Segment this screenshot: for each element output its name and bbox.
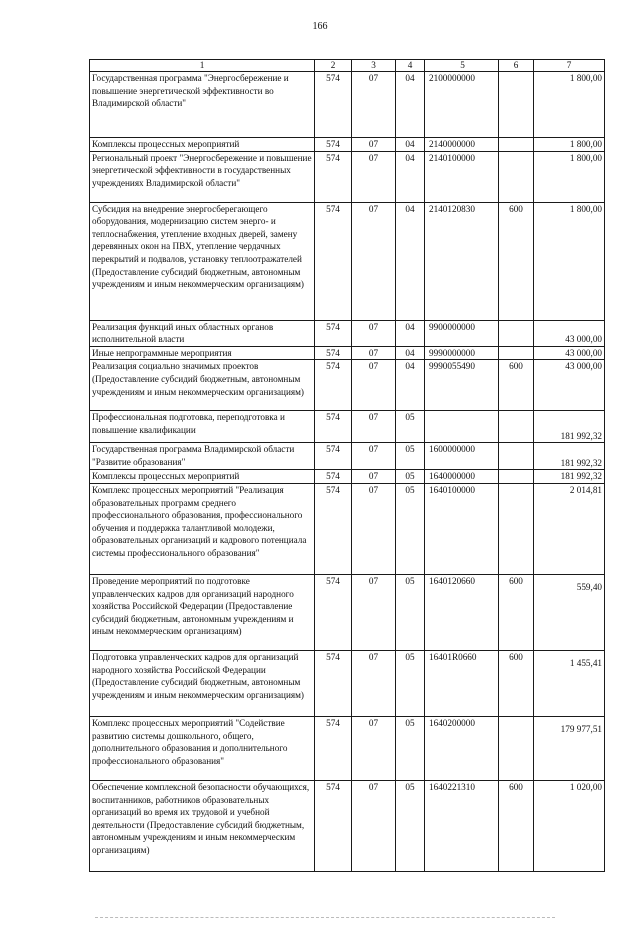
row-expense: 600	[499, 650, 534, 716]
row-section: 07	[352, 470, 396, 484]
table-row	[90, 202, 605, 320]
row-expense: 600	[499, 202, 534, 320]
row-dept: 574	[315, 443, 352, 470]
row-expense	[499, 138, 534, 152]
row-section: 07	[352, 780, 396, 871]
row-name: Государственная программа Владимирской области "Развитие образования"	[90, 443, 315, 470]
header-row	[90, 60, 605, 72]
row-target: 2140100000	[425, 151, 499, 202]
table-row	[90, 346, 605, 360]
row-section: 07	[352, 151, 396, 202]
row-amount: 181 992,32	[534, 470, 605, 484]
row-expense	[499, 72, 534, 138]
row-name: Профессиональная подготовка, переподготовка и повышение квалификации	[90, 411, 315, 443]
row-name: Реализация социально значимых проектов (Предоставление субсидий бюджетным, автономным учреждениям и иным некоммерческим организациям)	[90, 360, 315, 411]
row-section: 07	[352, 483, 396, 574]
table-row	[90, 320, 605, 346]
row-amount: 1 020,00	[534, 780, 605, 871]
row-expense	[499, 151, 534, 202]
row-target: 2100000000	[425, 72, 499, 138]
row-subsection: 05	[396, 650, 425, 716]
row-target: 1640200000	[425, 716, 499, 780]
col-header-1: 1	[90, 60, 315, 72]
row-amount: 181 992,32	[534, 411, 605, 443]
row-expense	[499, 483, 534, 574]
row-name: Обеспечение комплексной безопасности обучающихся, воспитанников, работников образовательных организаций во время их трудовой и учебной деятельности (Предоставление субсидий бюджетным, автономным учреждениям и иным некоммерческим организациям)	[90, 780, 315, 871]
table-row	[90, 151, 605, 202]
row-dept: 574	[315, 72, 352, 138]
col-header-3: 3	[352, 60, 396, 72]
col-header-5: 5	[425, 60, 499, 72]
col-header-2: 2	[315, 60, 352, 72]
table-row	[90, 411, 605, 443]
row-section: 07	[352, 360, 396, 411]
row-name: Субсидия на внедрение энергосберегающего оборудования, модернизацию систем энерго- и теплоснабжения, утепление входных дверей, замену деревянных окон на ПВХ, утепление чердачных перекрытий и подвалов, установку теплоотражателей (Предоставление субсидий бюджетным, автономным учреждениям и иным некоммерческим организациям)	[90, 202, 315, 320]
row-dept: 574	[315, 650, 352, 716]
row-subsection: 05	[396, 443, 425, 470]
row-name: Комплексы процессных мероприятий	[90, 470, 315, 484]
row-name: Комплекс процессных мероприятий "Содействие развитию системы дошкольного, общего, дополнительного образования и дополнительного профессионального образования"	[90, 716, 315, 780]
row-expense	[499, 346, 534, 360]
row-target: 9990000000	[425, 346, 499, 360]
row-section: 07	[352, 346, 396, 360]
row-target: 2140120830	[425, 202, 499, 320]
row-amount: 1 800,00	[534, 151, 605, 202]
row-expense	[499, 470, 534, 484]
table-row	[90, 650, 605, 716]
row-dept: 574	[315, 411, 352, 443]
row-target: 1640221310	[425, 780, 499, 871]
row-name: Иные непрограммные мероприятия	[90, 346, 315, 360]
row-dept: 574	[315, 202, 352, 320]
row-expense	[499, 411, 534, 443]
row-name: Региональный проект "Энергосбережение и повышение энергетической эффективности в государственных учреждениях Владимирской области"	[90, 151, 315, 202]
table-row	[90, 138, 605, 152]
row-subsection: 04	[396, 360, 425, 411]
row-target: 2140000000	[425, 138, 499, 152]
row-subsection: 05	[396, 574, 425, 650]
table-row	[90, 72, 605, 138]
row-dept: 574	[315, 138, 352, 152]
row-name: Проведение мероприятий по подготовке управленческих кадров для организаций народного хозяйства Российской Федерации (Предоставление субсидий бюджетным, автономным учреждениям и иным некоммерческим организациям)	[90, 574, 315, 650]
row-name: Подготовка управленческих кадров для организаций народного хозяйства Российской Федерации (Предоставление субсидий бюджетным, автономным учреждениям и иным некоммерческим организациям)	[90, 650, 315, 716]
row-subsection: 05	[396, 780, 425, 871]
table-row	[90, 716, 605, 780]
row-amount: 2 014,81	[534, 483, 605, 574]
row-amount: 1 455,41	[534, 650, 605, 716]
row-name: Комплекс процессных мероприятий "Реализация образовательных программ среднего профессионального образования, профессионального обучения и поддержка талантливой молодежи, образовательных организаций и кадрового потенциала системы профессионального образования"	[90, 483, 315, 574]
row-amount: 1 800,00	[534, 72, 605, 138]
row-section: 07	[352, 72, 396, 138]
scan-edge-line	[95, 917, 555, 918]
table-body	[90, 72, 605, 872]
row-section: 07	[352, 574, 396, 650]
row-amount: 559,40	[534, 574, 605, 650]
row-name: Комплексы процессных мероприятий	[90, 138, 315, 152]
row-dept: 574	[315, 346, 352, 360]
row-amount: 43 000,00	[534, 320, 605, 346]
row-subsection: 05	[396, 470, 425, 484]
row-target: 1640100000	[425, 483, 499, 574]
row-dept: 574	[315, 483, 352, 574]
row-name: Реализация функций иных областных органов исполнительной власти	[90, 320, 315, 346]
row-section: 07	[352, 320, 396, 346]
table-row	[90, 574, 605, 650]
row-dept: 574	[315, 151, 352, 202]
row-dept: 574	[315, 716, 352, 780]
row-target: 1640120660	[425, 574, 499, 650]
table-row	[90, 360, 605, 411]
row-section: 07	[352, 411, 396, 443]
row-dept: 574	[315, 360, 352, 411]
row-section: 07	[352, 716, 396, 780]
table-row	[90, 470, 605, 484]
table-row	[90, 780, 605, 871]
table-row	[90, 443, 605, 470]
row-expense	[499, 320, 534, 346]
row-dept: 574	[315, 470, 352, 484]
row-section: 07	[352, 202, 396, 320]
row-subsection: 04	[396, 72, 425, 138]
row-amount: 43 000,00	[534, 346, 605, 360]
row-subsection: 05	[396, 411, 425, 443]
row-amount: 181 992,32	[534, 443, 605, 470]
row-subsection: 05	[396, 483, 425, 574]
row-expense	[499, 443, 534, 470]
row-amount: 179 977,51	[534, 716, 605, 780]
row-dept: 574	[315, 780, 352, 871]
table-row	[90, 483, 605, 574]
row-subsection: 04	[396, 346, 425, 360]
row-target: 16401R0660	[425, 650, 499, 716]
row-target: 9990055490	[425, 360, 499, 411]
row-expense: 600	[499, 574, 534, 650]
row-expense	[499, 716, 534, 780]
row-expense: 600	[499, 360, 534, 411]
row-name: Государственная программа "Энергосбережение и повышение энергетической эффективности во Владимирской области"	[90, 72, 315, 138]
row-expense: 600	[499, 780, 534, 871]
row-target	[425, 411, 499, 443]
col-header-7: 7	[534, 60, 605, 72]
col-header-4: 4	[396, 60, 425, 72]
row-subsection: 05	[396, 716, 425, 780]
row-dept: 574	[315, 320, 352, 346]
row-section: 07	[352, 443, 396, 470]
row-amount: 1 800,00	[534, 202, 605, 320]
col-header-6: 6	[499, 60, 534, 72]
row-target: 9900000000	[425, 320, 499, 346]
row-amount: 43 000,00	[534, 360, 605, 411]
row-subsection: 04	[396, 320, 425, 346]
row-section: 07	[352, 138, 396, 152]
row-target: 1640000000	[425, 470, 499, 484]
row-section: 07	[352, 650, 396, 716]
budget-table	[89, 59, 605, 872]
page-number: 166	[312, 21, 328, 32]
row-subsection: 04	[396, 202, 425, 320]
row-subsection: 04	[396, 138, 425, 152]
row-dept: 574	[315, 574, 352, 650]
row-amount: 1 800,00	[534, 138, 605, 152]
row-target: 1600000000	[425, 443, 499, 470]
row-subsection: 04	[396, 151, 425, 202]
